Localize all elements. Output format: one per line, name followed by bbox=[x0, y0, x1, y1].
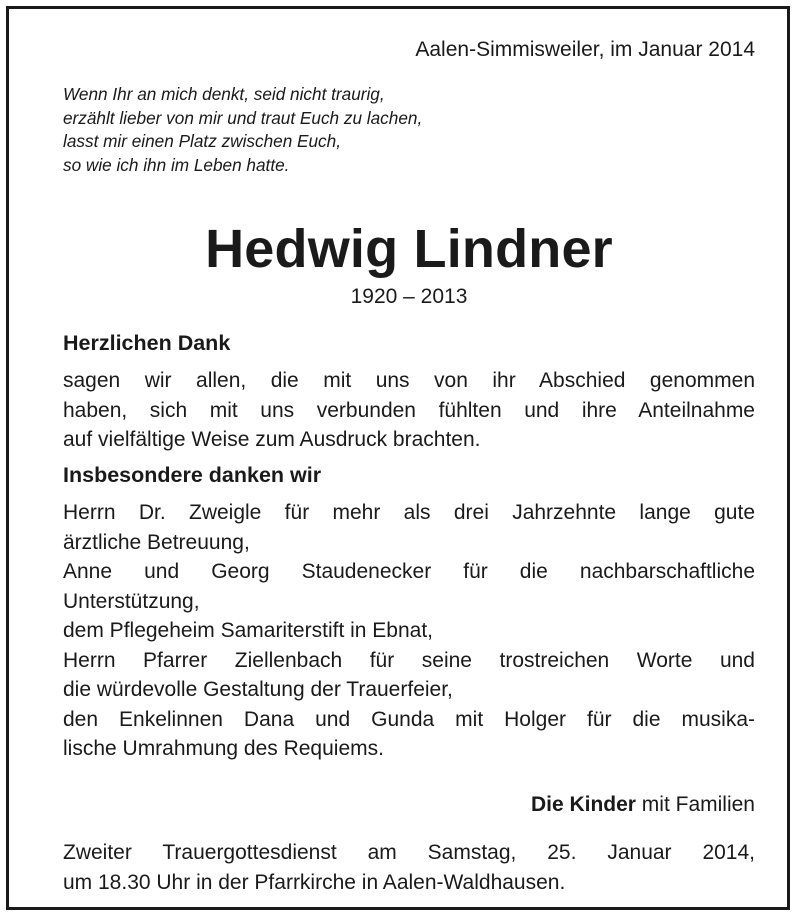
special-thanks-line: die würdevolle Gestaltung der Trauerfeier, bbox=[63, 678, 453, 701]
special-thanks-line: Unterstützung, bbox=[63, 589, 200, 613]
life-years: 1920 – 2013 bbox=[350, 285, 468, 308]
thanks-heading: Herzlichen Dank bbox=[63, 331, 231, 355]
poem-line: Wenn Ihr an mich denkt, seid nicht traurig, bbox=[63, 84, 385, 104]
special-thanks-list bbox=[63, 498, 755, 764]
place-date: Aalen-Simmisweiler, im Januar 2014 bbox=[415, 38, 755, 61]
poem-line: lasst mir einen Platz zwischen Euch, bbox=[63, 131, 341, 151]
signature bbox=[531, 793, 755, 817]
special-thanks-line: lische Umrahmung des Requiems. bbox=[63, 737, 384, 760]
service-notice bbox=[63, 838, 755, 897]
thanks-paragraph bbox=[63, 366, 755, 455]
special-thanks-line: Anne und Georg Staudenecker für die nachbarschaftliche bbox=[63, 560, 755, 583]
special-thanks-line: Herrn Pfarrer Ziellenbach für seine trostreichen Worte und bbox=[63, 648, 755, 672]
special-thanks-heading: Insbesondere danken wir bbox=[63, 463, 322, 487]
poem bbox=[63, 83, 422, 177]
thanks-line: haben, sich mit uns verbunden fühlten und ihre Anteilnahme bbox=[63, 398, 755, 422]
special-thanks-line: dem Pflegeheim Samariterstift in Ebnat, bbox=[63, 619, 434, 642]
special-thanks-line: ärztliche Betreuung, bbox=[63, 530, 250, 554]
service-line: um 18.30 Uhr in der Pfarrkirche in Aalen-Waldhausen. bbox=[63, 870, 566, 894]
notice-border bbox=[6, 6, 790, 910]
special-thanks-line: Herrn Dr. Zweigle für mehr als drei Jahrzehnte lange gute bbox=[63, 501, 755, 524]
thanks-line: auf vielfältige Weise zum Ausdruck brachten. bbox=[63, 428, 481, 451]
signature-rest: mit Familien bbox=[635, 793, 755, 816]
deceased-name: Hedwig Lindner bbox=[205, 219, 613, 279]
signature-bold: Die Kinder bbox=[530, 793, 636, 816]
thanks-line: sagen wir allen, die mit uns von ihr Abschied genommen bbox=[63, 369, 755, 392]
poem-line: so wie ich ihn im Leben hatte. bbox=[63, 154, 290, 175]
service-line: Zweiter Trauergottesdienst am Samstag, 25. Januar 2014, bbox=[63, 841, 755, 864]
special-thanks-line: den Enkelinnen Dana und Gunda mit Holger für die musika- bbox=[63, 707, 755, 731]
poem-line: erzählt lieber von mir und traut Euch zu lachen, bbox=[63, 107, 423, 128]
